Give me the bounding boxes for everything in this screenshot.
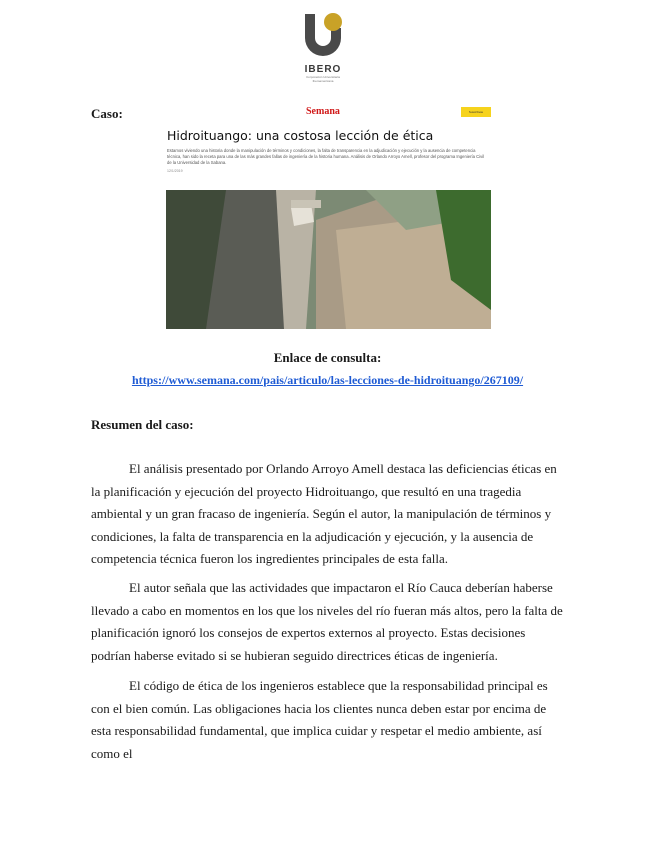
reference-title: Enlace de consulta: [273, 350, 382, 365]
article-lead: Estamos viviendo una historia donde la manipulación de términos y condiciones, la falta de transparencia en la adjudicación y ejecución y la ausencia de competencia técnica, han sido la receta para una de las más grandes fallas de ingeniería de la historia humana. Análisis de Orlando Arroyo Amell, profesor del programa Ingeniería Civil de la Universidad de la Sabana. [167, 148, 485, 166]
summary-label: Resumen del caso: [91, 417, 194, 432]
summary-paragraph-3 [91, 675, 565, 765]
subscribe-button: Suscríbete [461, 107, 491, 117]
logo-wordmark: IBERO [304, 64, 342, 75]
logo-tagline: Corporación Universitaria Iberoamericana [306, 75, 340, 83]
ibero-logo-icon [301, 12, 345, 58]
dam-photo [166, 190, 491, 329]
article-date: 12/1/2019 [167, 168, 183, 173]
semana-brand: Semana [306, 106, 340, 117]
reference-link[interactable]: https://www.semana.com/pais/articulo/las-lecciones-de-hidroituango/267109/ [131, 373, 524, 387]
article-screenshot [166, 104, 491, 329]
ibero-logo [298, 12, 348, 83]
summary-paragraph-1 [91, 458, 565, 571]
case-label: Caso: [91, 106, 123, 121]
summary-paragraph-2-text: El autor señala que las actividades que impactaron el Río Cauca deberían haberse llevado a cabo en momentos en los que los niveles del río fueran más altos, pero la falta de planificación ignoró los consejos de expertos externos al proyecto. Estas decisiones podrían haberse evitado si se hubieran seguido directrices éticas de ingeniería. [91, 580, 563, 663]
summary-paragraph-1-text: El análisis presentado por Orlando Arroyo Amell destaca las deficiencias éticas en la planificación y ejecución del proyecto Hidroituango, que resultó en una tragedia ambiental y un gran fracaso de ingeniería. Según el autor, la manipulación de términos y condiciones, la falta de transparencia en la adjudicación y ejecución, y la ausencia de competencia técnica fueron los ingredientes principales de esta falla. [91, 461, 557, 566]
article-title: Hidroituango: una costosa lección de ética [167, 128, 434, 143]
summary-paragraph-2 [91, 577, 565, 667]
summary-paragraph-3-text: El código de ética de los ingenieros establece que la responsabilidad principal es con el bien común. Las obligaciones hacia los clientes nunca deben estar por encima de esta responsabilidad fundamental, que implica cuidar y respetar el medio ambiente, así como el [91, 678, 548, 761]
